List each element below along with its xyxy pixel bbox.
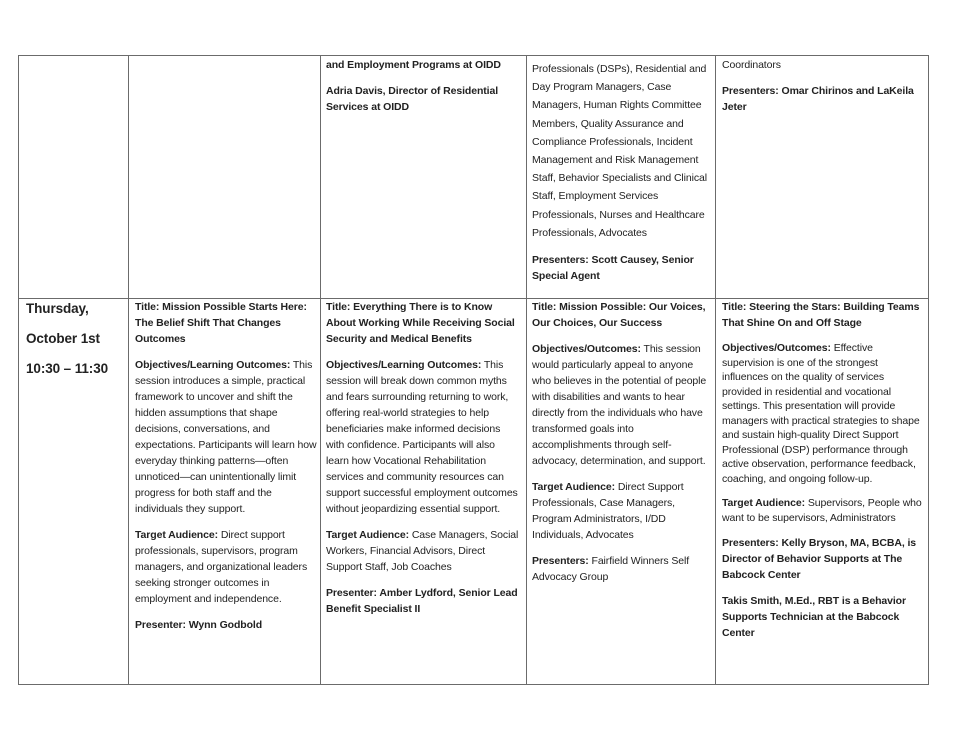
presenter-text: Fairfield Winners Self Advocacy Group (532, 555, 690, 583)
audience-text: Direct support professionals, supervisors, program managers, and organizational leaders seeking stronger outcomes in employment and independence. (135, 529, 308, 605)
objectives-text: This session would particularly appeal to anyone who believes in the potential of people with disabilities and wants to hear directly from the individuals who have transformed goals into accomplishments through self-advocacy, determination, and support. (532, 343, 707, 467)
session-3-cell (532, 299, 710, 595)
row1-session-4-presenters: Presenters: Omar Chirinos and LaKeila Jeter (722, 85, 914, 113)
date-label: October 1st (26, 331, 100, 346)
objectives-label: Objectives/Outcomes: (722, 342, 831, 354)
session-presenter: Takis Smith, M.Ed., RBT is a Behavior Supports Technician at the Babcock Center (722, 595, 906, 639)
session-presenter: Presenter: Wynn Godbold (135, 619, 263, 631)
audience-label: Target Audience: (135, 529, 218, 541)
audience-label: Target Audience: (532, 481, 615, 493)
session-presenter: Presenters: Kelly Bryson, MA, BCBA, is Director of Behavior Supports at The Babcock Center (722, 537, 917, 581)
objectives-label: Objectives/Learning Outcomes: (135, 359, 291, 371)
schedule-table (18, 55, 929, 685)
session-objectives (722, 341, 924, 486)
session-audience (722, 496, 924, 525)
session-objectives (326, 357, 520, 517)
row1-session-3-audience: Professionals (DSPs), Residential and Day Program Managers, Case Managers, Human Rights Committee Members, Quality Assurance and Compliance Professionals, Incident Management and Risk Management Staff, Behavior Specialists and Clinical Staff, Employment Services Professionals, Nurses and Healthcare Professionals, Advocates (532, 63, 707, 239)
day-label: Thursday, (26, 301, 89, 316)
presenter-label: Presenters: (532, 555, 589, 567)
audience-text: Case Managers, Social Workers, Financial Advisors, Direct Support Staff, Job Coaches (326, 529, 519, 573)
session-title: Title: Mission Possible: Our Voices, Our Choices, Our Success (532, 301, 706, 329)
column-divider (128, 56, 129, 684)
objectives-text: This session introduces a simple, practical framework to uncover and shift the hidden assumptions that shape decisions, conversations, and expectations. Participants will learn how everyday thinking patterns—often unnoticed—can unintentionally limit progress for both staff and the individuals they support. (135, 359, 317, 515)
row1-session-3-cell (532, 60, 708, 294)
session-1-cell (135, 299, 317, 643)
session-objectives (532, 341, 710, 469)
session-audience (326, 527, 520, 575)
row1-session-2-presenter: Adria Davis, Director of Residential Services at OIDD (326, 85, 499, 113)
session-audience (135, 527, 317, 607)
session-2-cell (326, 299, 520, 627)
row1-session-2-cell (326, 57, 514, 125)
objectives-label: Objectives/Learning Outcomes: (326, 359, 482, 371)
column-divider (715, 56, 716, 684)
session-presenter: Presenter: Amber Lydford, Senior Lead Benefit Specialist II (326, 587, 518, 615)
audience-label: Target Audience: (722, 497, 805, 509)
session-title: Title: Everything There is to Know About Working While Receiving Social Security and Medical Benefits (326, 301, 515, 345)
row1-session-3-presenters: Presenters: Scott Causey, Senior Special Agent (532, 254, 694, 283)
row1-session-4-cell (722, 57, 922, 125)
session-presenter (532, 553, 710, 585)
objectives-text: This session will break down common myths and fears surrounding returning to work, offering real-world strategies to help beneficiaries make informed decisions with confidence. Participants will also learn how Vocational Rehabilitation services and community resources can support successful employment outcomes without jeopardizing essential support. (326, 359, 518, 515)
column-divider (526, 56, 527, 684)
session-title: Title: Steering the Stars: Building Teams That Shine On and Off Stage (722, 301, 920, 329)
objectives-label: Objectives/Outcomes: (532, 343, 641, 355)
session-objectives (135, 357, 317, 517)
time-slot-cell (26, 294, 124, 384)
audience-text: Supervisors, People who want to be supervisors, Administrators (722, 497, 922, 524)
session-audience (532, 479, 710, 543)
row1-session-2-line: and Employment Programs at OIDD (326, 59, 501, 71)
audience-text: Direct Support Professionals, Case Managers, Program Administrators, I/DD Individuals, Advocates (532, 481, 684, 541)
session-4-cell (722, 299, 924, 651)
objectives-text: Effective supervision is one of the strongest influences on the quality of services provided in residential and vocational settings. This presentation will provide managers with practical strategies to shape and sustain high-quality Direct Support Professional (DSP) performance through active observation, performance feedback, coaching, and ongoing follow-up. (722, 342, 920, 485)
row1-session-4-line: Coordinators (722, 59, 781, 71)
session-title: Title: Mission Possible Starts Here: The Belief Shift That Changes Outcomes (135, 301, 307, 345)
audience-label: Target Audience: (326, 529, 409, 541)
column-divider (320, 56, 321, 684)
time-label: 10:30 – 11:30 (26, 361, 109, 376)
